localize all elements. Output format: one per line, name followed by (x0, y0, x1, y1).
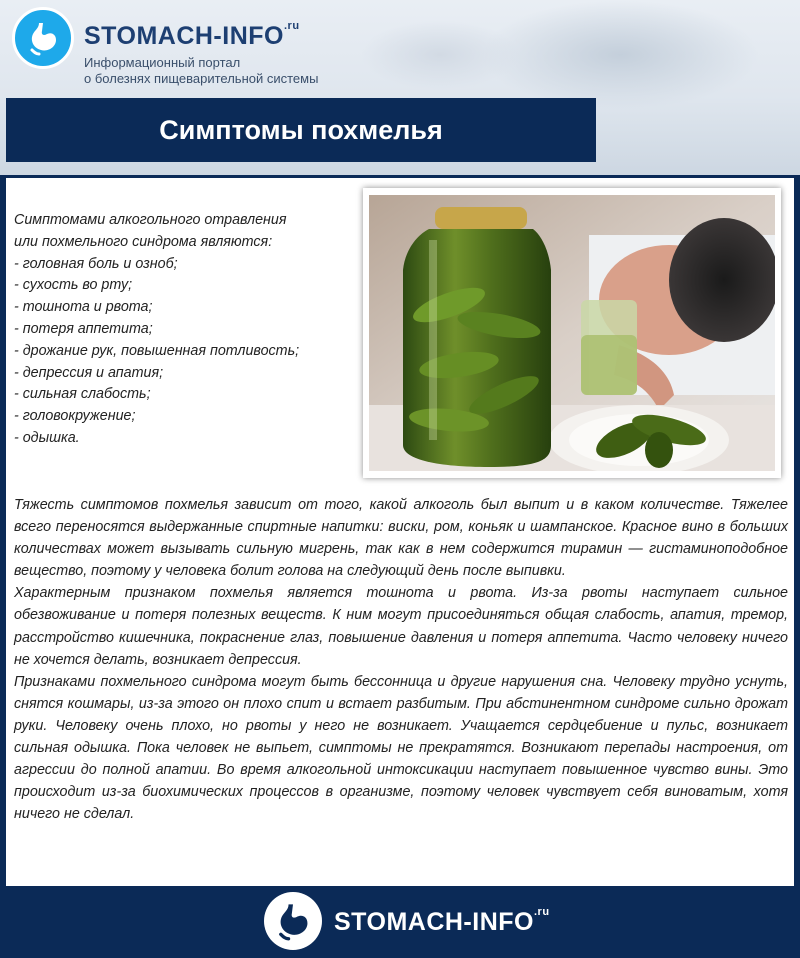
symptom-item: - сильная слабость; (14, 386, 151, 403)
symptom-item: - головная боль и озноб; (14, 255, 178, 272)
title-bar (6, 98, 596, 162)
site-logo[interactable] (12, 7, 74, 69)
stomach-icon (25, 20, 61, 56)
pickles-photo (369, 195, 775, 471)
article-body (14, 494, 788, 825)
article-content (6, 178, 794, 886)
tagline: Информационный портал о болезнях пищеварительной системы (84, 55, 319, 86)
paragraph: Признаками похмельного синдрома могут быть бессонница и другие нарушения сна. Человеку трудно уснуть, снятся кошмары, из-за этого он плохо спит и встает разбитым. При абстинентном синдроме сильно дрожат руки. Человеку очень плохо, но рвоты у него не возникает. Учащается сердцебиение и пульс, возникает сильная одышка. Пока человек не выпьет, симптомы не прекратятся. Возникают перепады настроения, от агрессии до полной апатии. Во время алкогольной интоксикации наступает повышенное чувство вины. Это происходит из-за биохимических процессов в организме, поэтому человек чувствует себя виноватым, хотя ничего не сделал. (14, 673, 788, 823)
stomach-icon (273, 901, 313, 941)
header (0, 0, 800, 175)
symptom-item: - потеря аппетита; (14, 320, 153, 337)
paragraph: Характерным признаком похмелья является тошнота и рвота. Из-за рвоты наступает сильное обезвоживание и потеря полезных веществ. К ним могут присоединяться общая слабость, апатия, тремор, расстройство кишечника, покраснение глаз, повышение давления и потеря аппетита. Часто человеку ничего не хочется делать, возникает депрессия. (14, 585, 788, 668)
symptoms-intro-line: Симптомами алкогольного отравления (14, 212, 287, 228)
footer-logo[interactable] (264, 892, 322, 950)
photo-frame (363, 188, 781, 478)
symptoms-intro-line: или похмельного синдрома являются: (14, 233, 273, 250)
brand-name[interactable]: STOMACH-$INFO^{.ru}$ (84, 20, 300, 50)
symptom-item: - одышка. (14, 429, 80, 446)
symptom-item: - сухость во рту; (14, 277, 133, 294)
symptom-item: - тошнота и рвота; (14, 299, 153, 316)
footer-brand[interactable]: STOMACH-$INFO^{.ru}$ (334, 906, 550, 936)
symptom-item: - дрожание рук, повышенная потливость; (14, 342, 300, 359)
symptom-item: - депрессия и апатия; (14, 364, 164, 381)
paragraph: Тяжесть симптомов похмелья зависит от того, какой алкоголь был выпит и в каком количестве. Тяжелее всего переносятся выдержанные спиртные напитки: виски, ром, коньяк и шампанское. Красное вино в больших количествах может вызывать сильную мигрень, так как в нем содержится тирамин — гистаминоподобное вещество, поэтому у человека болит голова на следующий день после выпивки. (14, 497, 788, 580)
symptom-item: - головокружение; (14, 408, 136, 425)
symptoms-list (14, 210, 359, 450)
page-title: Симптомы похмелья (159, 114, 443, 145)
